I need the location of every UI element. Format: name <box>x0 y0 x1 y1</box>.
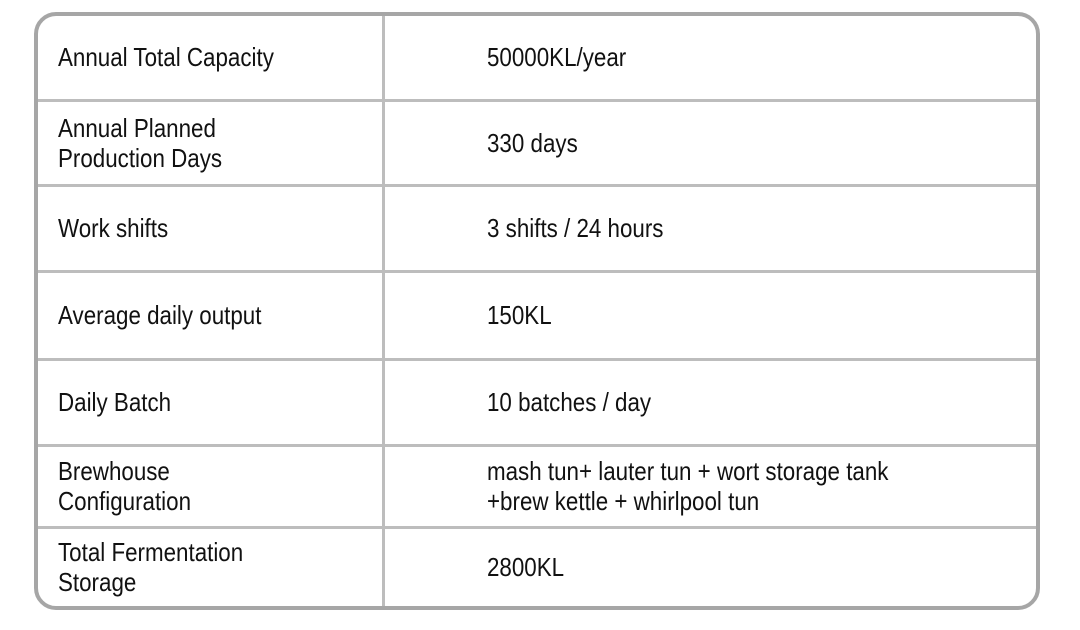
row-label: Average daily output <box>58 300 262 330</box>
row-label-cell <box>38 359 384 445</box>
spec-table <box>38 16 1036 606</box>
table-row-daily-output <box>38 271 1036 359</box>
row-value-cell <box>384 16 1037 100</box>
row-label: Work shifts <box>58 213 169 243</box>
row-value: 3 shifts / 24 hours <box>487 213 664 243</box>
row-value-cell <box>384 359 1037 445</box>
row-value: 2800KL <box>487 552 565 583</box>
row-label-cell <box>38 527 384 606</box>
table-row-annual-capacity <box>38 16 1036 100</box>
row-value-cell <box>384 185 1037 271</box>
row-label-cell <box>38 445 384 527</box>
spec-table-frame <box>34 12 1040 610</box>
row-label: Daily Batch <box>58 387 172 417</box>
table-row-work-shifts <box>38 185 1036 271</box>
row-value-cell <box>384 445 1037 527</box>
table-row-fermentation-storage <box>38 527 1036 606</box>
row-label-cell <box>38 271 384 359</box>
row-label: Annual Total Capacity <box>58 42 274 73</box>
row-value-cell <box>384 271 1037 359</box>
row-value-cell <box>384 527 1037 606</box>
row-value-cell <box>384 100 1037 185</box>
row-label: Brewhouse Configuration <box>58 456 192 516</box>
row-label-cell <box>38 185 384 271</box>
row-value: 150KL <box>487 300 552 330</box>
table-row-brewhouse-configuration <box>38 445 1036 527</box>
table-row-production-days <box>38 100 1036 185</box>
row-value: 50000KL/year <box>487 42 627 73</box>
row-value: mash tun+ lauter tun + wort storage tank +brew kettle + whirlpool tun <box>487 456 889 516</box>
row-label: Annual Planned Production Days <box>58 112 223 173</box>
row-label-cell <box>38 100 384 185</box>
row-label: Total Fermentation Storage <box>58 537 244 598</box>
row-label-cell <box>38 16 384 100</box>
table-row-daily-batch <box>38 359 1036 445</box>
row-value: 10 batches / day <box>487 387 652 417</box>
row-value: 330 days <box>487 127 578 158</box>
